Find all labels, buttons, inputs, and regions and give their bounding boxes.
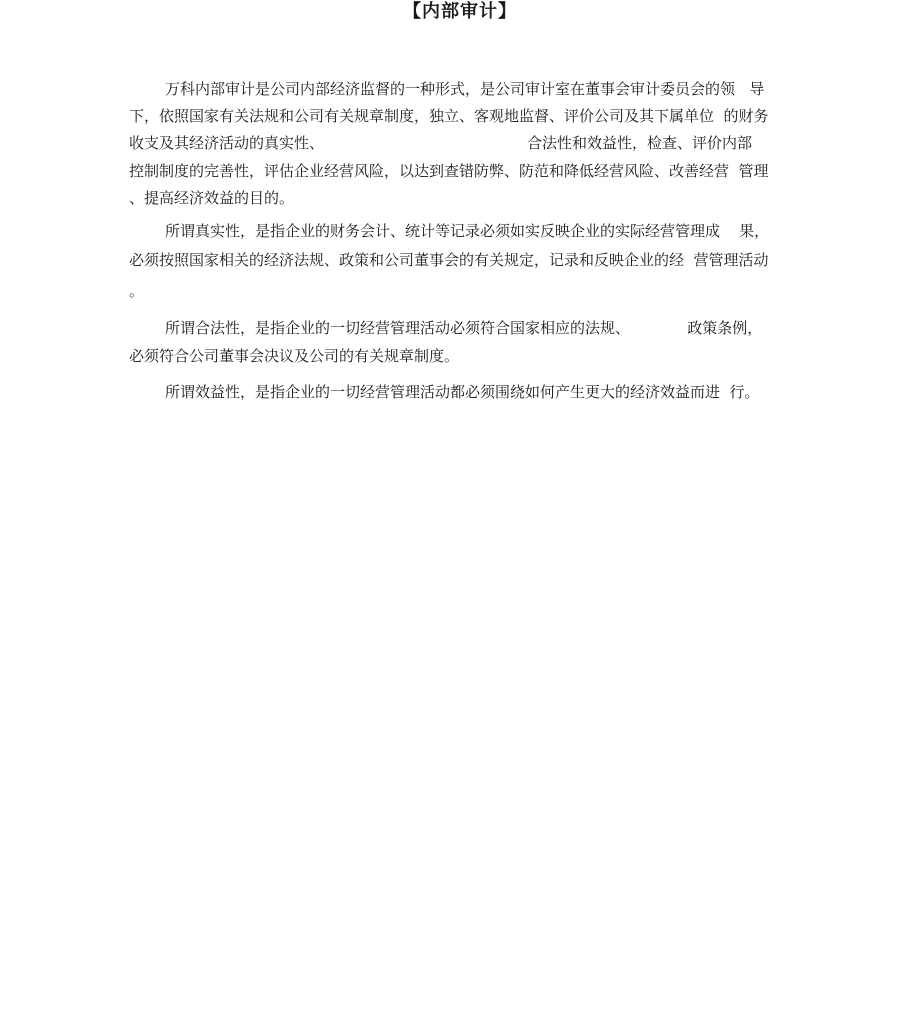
paragraph-line: 控制制度的完善性，评估企业经营风险，以达到查错防弊、防范和降低经营风险、改善经营 管理	[129, 162, 769, 180]
paragraph-line: 所谓合法性，是指企业的一切经营管理活动必须符合国家相应的法规、 政策条例，	[165, 319, 763, 337]
paragraph-line: 下，依照国家有关法规和公司有关规章制度，独立、客观地监督、评价公司及其下属单位 的财务	[129, 107, 769, 125]
paragraph-line: 收支及其经济活动的真实性、	[129, 134, 325, 152]
document-title: 【内部审计】	[403, 1, 517, 22]
paragraph-line: 万科内部审计是公司内部经济监督的一种形式，是公司审计室在董事会审计委员会的领 导	[165, 80, 765, 98]
paragraph-line: 必须按照国家相关的经济法规、政策和公司董事会的有关规定，记录和反映企业的经 营管理活动	[129, 251, 769, 269]
paragraph-line: 。	[129, 282, 145, 300]
paragraph-line: 合法性和效益性，检查、评价内部	[527, 134, 753, 152]
paragraph-line: 、提高经济效益的目的。	[129, 189, 295, 207]
paragraph-line: 所谓真实性，是指企业的财务会计、统计等记录必须如实反映企业的实际经营管理成 果，	[165, 222, 770, 240]
paragraph-line: 所谓效益性，是指企业的一切经营管理活动都必须围绕如何产生更大的经济效益而进 行。	[165, 383, 760, 401]
paragraph-line: 必须符合公司董事会决议及公司的有关规章制度。	[129, 347, 460, 365]
